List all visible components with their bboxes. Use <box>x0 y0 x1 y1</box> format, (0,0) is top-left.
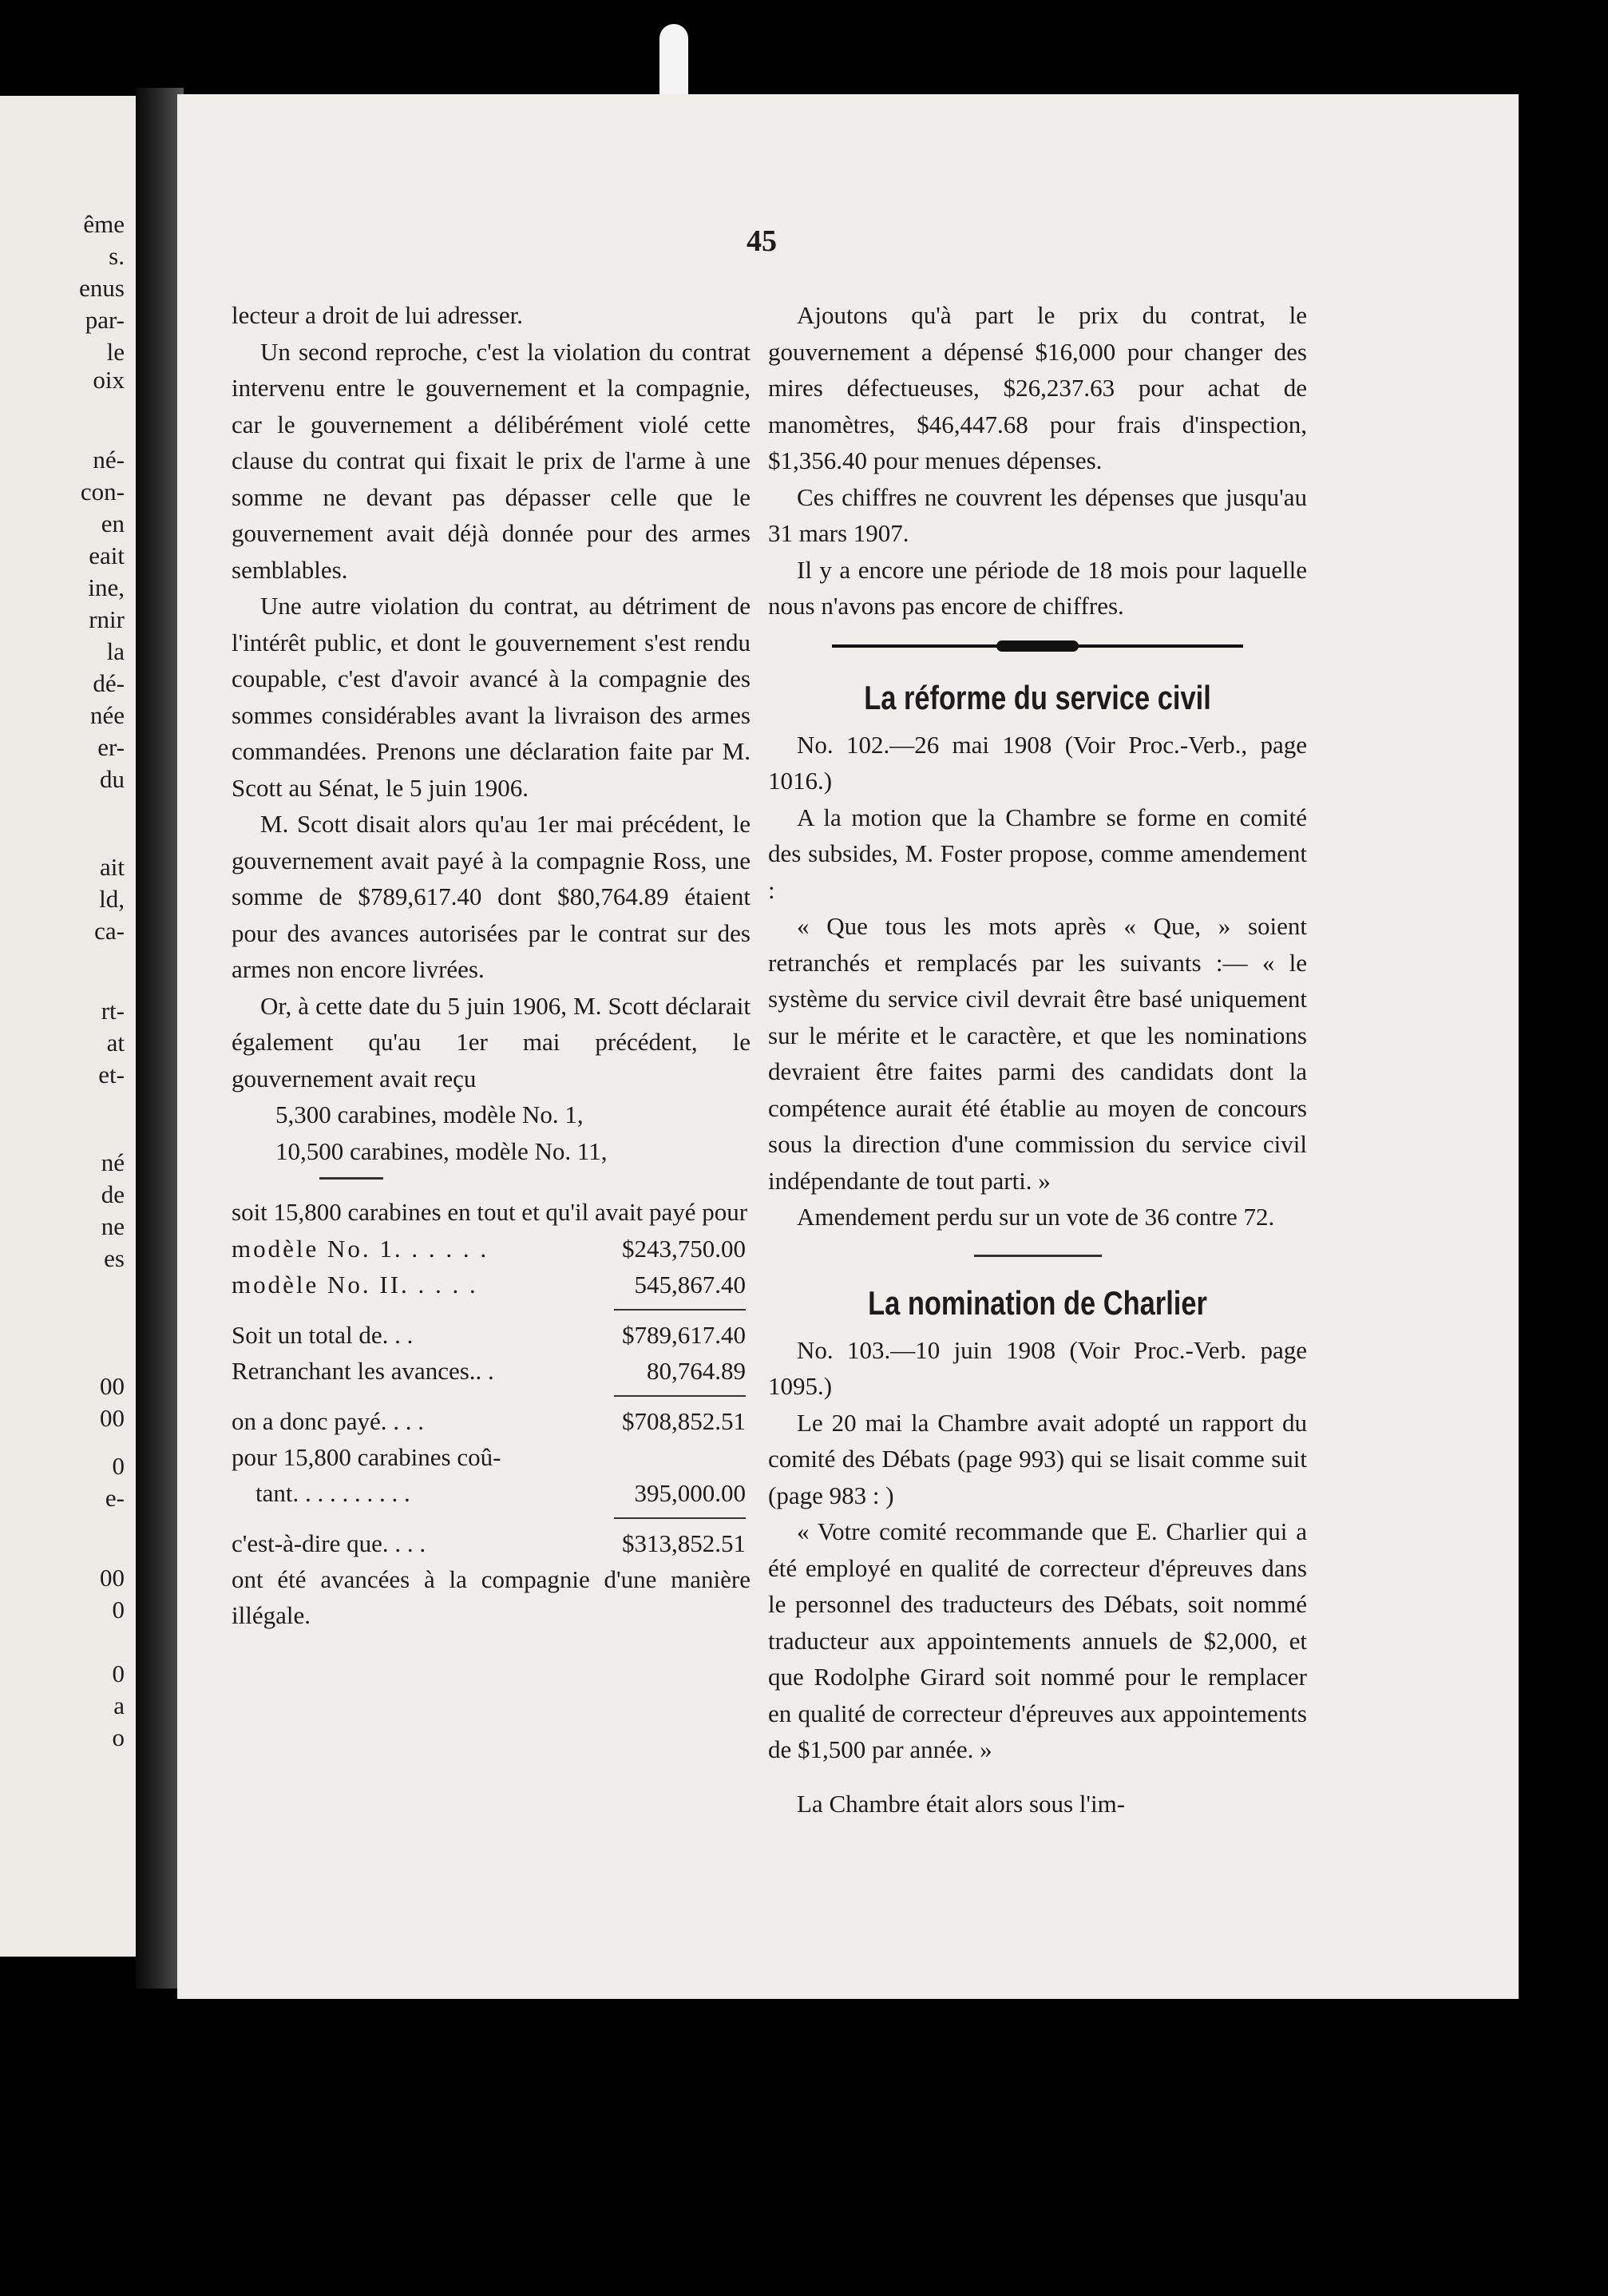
quotation: « Votre comité recommande que E. Charlier qui a été employé en qualité de correcteur d'épreuves dans le personnel des traducteurs des Débats, soit nommé traducteur aux appointements annuels de $2,000, et que Rodolphe Girard soit nommé pour le remplacer en qualité de correcteur d'épreuves aux appointements de $1,500 par année. » <box>768 1517 1307 1763</box>
account-row <box>232 1317 751 1353</box>
prev-page-fragment: 00 <box>100 1372 125 1400</box>
paragraph: Il y a encore une période de 18 mois pour laquelle nous n'avons pas encore de chiffres. <box>768 555 1307 620</box>
prev-page-fragment: 0 <box>112 1452 125 1480</box>
prev-page-fragment: en <box>101 510 125 537</box>
prev-page-fragment: rnir <box>89 605 125 633</box>
prev-page-fragment: a <box>113 1691 125 1719</box>
prev-page-fragment: ine, <box>88 573 125 601</box>
divider <box>319 1177 383 1180</box>
prev-page-fragment: ca- <box>94 917 125 945</box>
account-label: modèle No. 1. . . . . . <box>232 1234 489 1263</box>
ornamental-divider <box>832 640 1243 652</box>
prev-page-fragment: 0 <box>112 1660 125 1687</box>
prev-page-fragment: née <box>89 701 125 729</box>
list-item: 5,300 carabines, modèle No. 1, <box>275 1100 584 1128</box>
prev-page-fragment: 0 <box>112 1596 125 1624</box>
account-label: pour 15,800 carabines coû- <box>232 1442 501 1471</box>
account-label: Retranchant les avances.. . <box>232 1356 494 1385</box>
account-row <box>232 1525 751 1561</box>
paragraph: Un second reproche, c'est la violation du contrat intervenu entre le gouvernement et la compagnie, car le gouvernement a délibérément violé cette clause du contrat qui fixait le prix de l'arme à une somme ne devant pas dépasser celle que le gouvernement avait déjà donnée pour des armes semblables. <box>232 337 751 584</box>
paragraph: A la motion que la Chambre se forme en comité des subsides, M. Foster propose, comme amendement : <box>768 803 1307 904</box>
paragraph: Or, à cette date du 5 juin 1906, M. Scott déclarait également qu'au 1er mai précédent, le gouvernement avait reçu <box>232 991 751 1092</box>
list-item: 10,500 carabines, modèle No. 11, <box>275 1136 608 1165</box>
prev-page-fragment: par- <box>85 306 125 334</box>
section-heading: La nomination de Charlier <box>868 1283 1207 1322</box>
account-amount: $789,617.40 <box>622 1320 746 1349</box>
paragraph: Ajoutons qu'à part le prix du contrat, le gouvernement a dépensé $16,000 pour changer des mires défectueuses, $26,237.63 pour achat de manomètres, $46,447.68 pour frais d'inspection, $1,356.40 pour menues dépenses. <box>768 301 1307 474</box>
paragraph: ont été avancées à la compagnie d'une manière illégale. <box>232 1564 751 1629</box>
account-row <box>232 1231 751 1267</box>
prev-page-fragment: enus <box>79 274 125 302</box>
prev-page-fragment: et- <box>98 1061 125 1089</box>
divider <box>614 1395 746 1397</box>
account-label: on a donc payé. . . . <box>232 1406 425 1435</box>
account-row <box>232 1353 751 1389</box>
account-amount: $708,852.51 <box>622 1406 746 1435</box>
prev-page-fragment: ld, <box>99 885 125 913</box>
prev-page-fragment: ême <box>83 210 125 238</box>
account-amount: $313,852.51 <box>622 1529 746 1557</box>
prev-page-fragment: de <box>101 1180 125 1208</box>
prev-page-fragment: le <box>106 338 125 366</box>
paragraph: Amendement perdu sur un vote de 36 contre 72. <box>797 1203 1275 1231</box>
account-amount: $243,750.00 <box>622 1234 746 1263</box>
ornament-bulge <box>996 640 1079 652</box>
paragraph: M. Scott disait alors qu'au 1er mai précédent, le gouvernement avait payé à la compagnie Ross, une somme de $789,617.40 dont $80,764.89 étaient pour des avances autorisées par le contrat sur des armes non encore livrées. <box>232 810 751 983</box>
prev-page-fragment: er- <box>97 733 125 761</box>
prev-page-fragment: ne <box>101 1212 125 1240</box>
prev-page-fragment: e- <box>105 1484 125 1512</box>
divider <box>614 1309 746 1311</box>
left-column <box>232 297 751 1634</box>
account-row <box>232 1267 751 1303</box>
paragraph: No. 103.—10 juin 1908 (Voir Proc.-Verb. page 1095.) <box>768 1335 1307 1400</box>
prev-page-fragment: du <box>100 765 125 793</box>
paragraph: La Chambre était alors sous l'im- <box>797 1789 1126 1818</box>
account-row <box>232 1403 751 1439</box>
account-amount: 545,867.40 <box>634 1270 746 1299</box>
paragraph: lecteur a droit de lui adresser. <box>232 301 523 329</box>
prev-page-fragment: oix <box>93 366 125 394</box>
prev-page-fragment: 00 <box>100 1404 125 1432</box>
prev-page-fragment: rt- <box>101 997 125 1025</box>
gutter-shadow <box>136 88 184 1989</box>
prev-page-fragment: o <box>112 1723 125 1751</box>
account-label: tant. . . . . . . . . . <box>255 1478 410 1507</box>
account-label: c'est-à-dire que. . . . <box>232 1529 426 1557</box>
paragraph: soit 15,800 carabines en tout et qu'il avait payé pour <box>232 1198 748 1226</box>
account-amount: 395,000.00 <box>634 1478 746 1507</box>
account-label: Soit un total de. . . <box>232 1320 414 1349</box>
divider <box>974 1255 1102 1257</box>
account-row <box>232 1475 751 1511</box>
right-column <box>768 297 1307 1822</box>
prev-page-fragment: at <box>106 1029 125 1057</box>
paragraph: No. 102.—26 mai 1908 (Voir Proc.-Verb., page 1016.) <box>768 730 1307 795</box>
divider <box>614 1517 746 1519</box>
quotation: « Que tous les mots après « Que, » soient retranchés et remplacés par les suivants :— « le système du service civil devrait être basé uniquement sur le mérite et le caractère, et que les nominations devraient être faites parmi des candidats dont la compétence aurait été établie au moyen de concours sous la direction d'une commission du service civil indépendante de tout parti. » <box>768 912 1307 1195</box>
prev-page-fragment: ait <box>100 853 125 881</box>
prev-page-fragment: eait <box>89 541 125 569</box>
page-number: 45 <box>747 224 777 258</box>
section-heading: La réforme du service civil <box>864 678 1211 716</box>
paragraph: Une autre violation du contrat, au détriment de l'intérêt public, et dont le gouvernement s'est rendu coupable, c'est d'avoir avancé à la compagnie des sommes considérables avant la livraison des armes commandées. Prenons une déclaration faite par M. Scott au Sénat, le 5 juin 1906. <box>232 592 751 802</box>
prev-page-fragment: né- <box>93 446 125 474</box>
prev-page-fragment: con- <box>80 478 125 506</box>
paragraph: Le 20 mai la Chambre avait adopté un rapport du comité des Débats (page 993) qui se lisait comme suit (page 983 : ) <box>768 1408 1307 1509</box>
account-amount: 80,764.89 <box>647 1356 746 1385</box>
prev-page-fragment: dé- <box>93 669 125 697</box>
prev-page-fragment: es <box>104 1244 125 1272</box>
account-row <box>232 1439 751 1475</box>
prev-page-fragment: 00 <box>100 1564 125 1592</box>
prev-page-fragment: s. <box>109 242 125 270</box>
prev-page-fragment: né <box>101 1148 125 1176</box>
account-label: modèle No. II. . . . . <box>232 1270 478 1299</box>
prev-page-fragment: la <box>106 637 125 665</box>
previous-page-edge <box>0 96 136 1957</box>
paragraph: Ces chiffres ne couvrent les dépenses que jusqu'au 31 mars 1907. <box>768 482 1307 547</box>
